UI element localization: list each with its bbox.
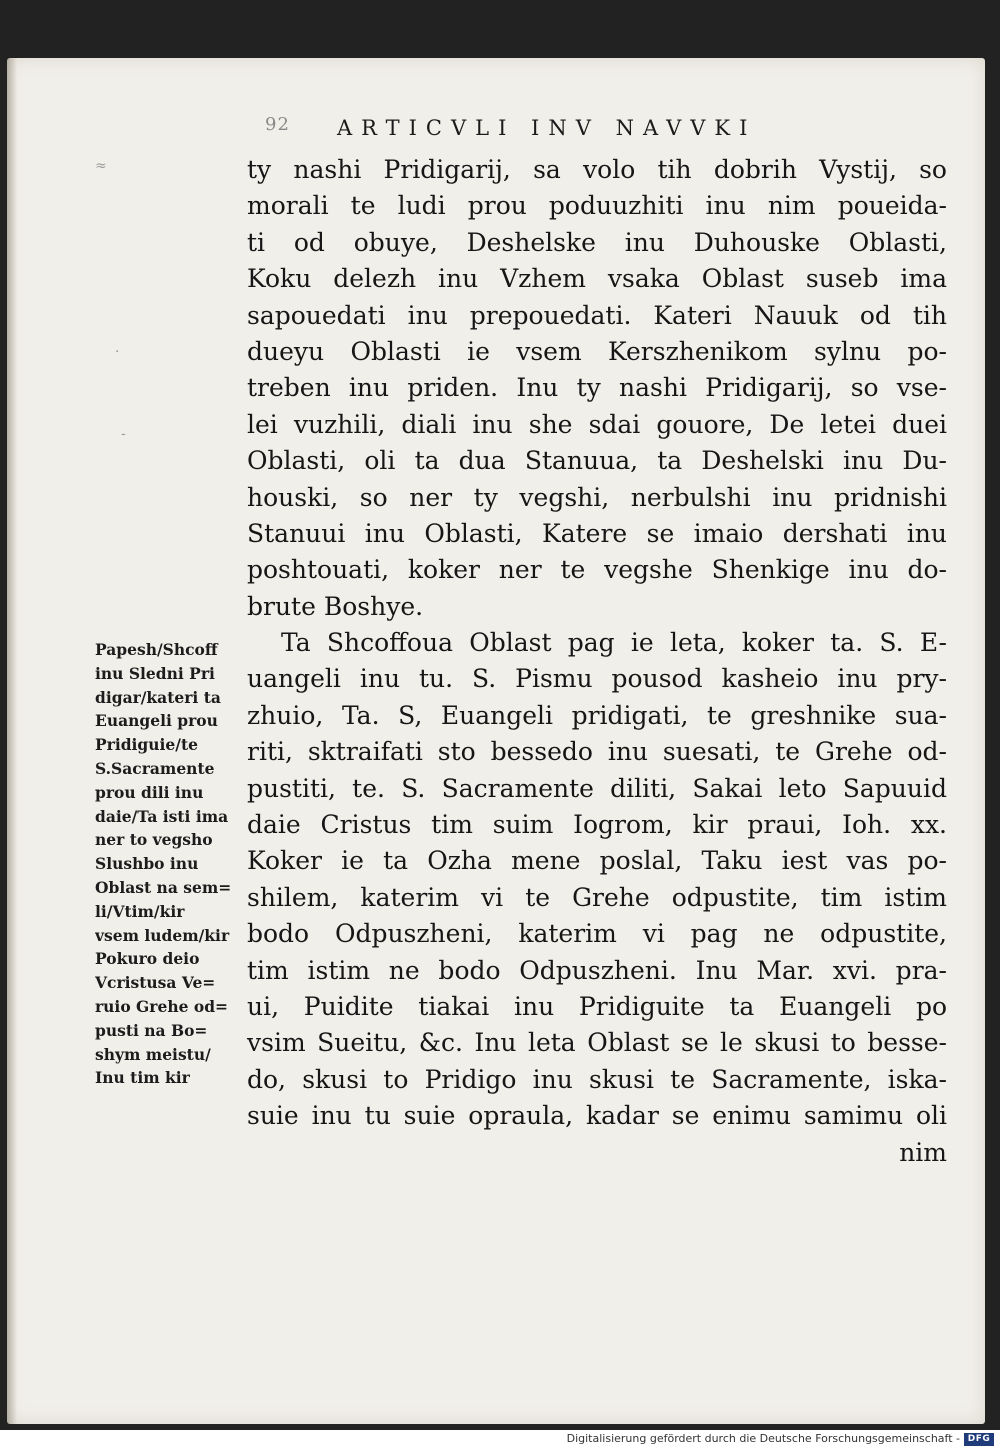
margin-note-line: ruio Grehe od=	[95, 996, 229, 1016]
text-line: pustiti, te. S. Sacramente diliti, Sakai leto Sapuuid	[247, 773, 947, 803]
funding-credit: Digitalisierung gefördert durch die Deutsche Forschungsgemeinschaft -	[566, 1432, 960, 1445]
margin-note-line: Vcristusa Ve=	[95, 973, 216, 993]
text-line: ti od obuye, Deshelske inu Duhouske Oblasti,	[247, 227, 947, 257]
margin-note-line: digar/kateri ta	[95, 687, 221, 707]
margin-note	[95, 638, 263, 1090]
margin-note-line: Pridiguie/te	[95, 735, 198, 755]
bleed-through-mark: -	[121, 426, 126, 442]
margin-note-line: li/Vtim/kir	[95, 901, 185, 921]
margin-note-line: daie/Ta isti ima	[95, 806, 229, 826]
page-number: 92	[265, 114, 290, 135]
text-line: Koker ie ta Ozha mene poslal, Taku iest vas po-	[247, 846, 947, 876]
margin-note-line: Oblast na sem=	[95, 877, 232, 897]
margin-note-line: ner to vegsho	[95, 830, 213, 850]
dfg-logo: DFG	[964, 1433, 994, 1446]
main-text-block	[247, 152, 947, 1171]
text-line: Oblasti, oli ta dua Stanuua, ta Deshelski inu Du-	[247, 446, 947, 476]
margin-note-line: Slushbo inu	[95, 854, 199, 874]
book-page	[7, 58, 985, 1424]
text-line: Koku delezh inu Vzhem vsaka Oblast suseb ima	[247, 264, 947, 294]
margin-note-line: Inu tim kir	[95, 1068, 190, 1088]
text-line: zhuio, Ta. S, Euangeli pridigati, te greshnike sua-	[247, 700, 947, 730]
text-line: poshtouati, koker ner te vegshe Shenkige inu do-	[247, 555, 947, 585]
text-line: daie Cristus tim suim Iogrom, kir praui, Ioh. xx.	[247, 810, 947, 840]
bleed-through-mark: ≈	[95, 158, 107, 174]
text-line: brute Boshye.	[247, 591, 424, 621]
margin-note-line: prou dili inu	[95, 782, 204, 802]
text-line: suie inu tu suie opraula, kadar se enimu samimu oli	[247, 1101, 947, 1131]
text-line: riti, sktraifati sto bessedo inu suesati, te Grehe od-	[247, 737, 947, 767]
text-line: ui, Puidite tiakai inu Pridiguite ta Euangeli po	[247, 991, 947, 1021]
text-line: dueyu Oblasti ie vsem Kerszhenikom sylnu po-	[247, 336, 947, 366]
text-line: ty nashi Pridigarij, sa volo tih dobrih Vystij, so	[247, 155, 947, 184]
text-line: bodo Odpuszheni, katerim vi pag ne odpustite,	[247, 919, 947, 949]
text-line: houski, so ner ty vegshi, nerbulshi inu pridnishi	[247, 482, 947, 512]
text-line: lei vuzhili, diali inu she sdai gouore, De letei duei	[247, 409, 947, 439]
bleed-through-mark: ·	[115, 344, 120, 360]
text-line: tim istim ne bodo Odpuszheni. Inu Mar. xvi. pra-	[247, 955, 947, 985]
text-line: sapouedati inu prepouedati. Kateri Nauuk od tih	[247, 300, 947, 330]
text-line-paragraph-start: Ta Shcoffoua Oblast pag ie leta, koker ta. S. E-	[281, 628, 947, 658]
margin-note-line: shym meistu/	[95, 1044, 211, 1064]
text-line: uangeli inu tu. S. Pismu pousod kasheio inu pry-	[247, 664, 947, 694]
text-line: shilem, katerim vi te Grehe odpustite, tim istim	[247, 882, 947, 912]
margin-note-line: Papesh/Shcoff	[95, 640, 218, 659]
margin-note-line: Euangeli prou	[95, 711, 218, 731]
margin-note-line: inu Sledni Pri	[95, 663, 215, 683]
running-head: ARTICVLI INV NAVVKI	[337, 116, 757, 140]
catchword: nim	[899, 1137, 947, 1167]
footer-bar	[0, 1430, 1000, 1450]
text-line: vsim Sueitu, &c. Inu leta Oblast se le skusi to besse-	[247, 1028, 947, 1058]
text-line: do, skusi to Pridigo inu skusi te Sacramente, iska-	[247, 1064, 947, 1094]
margin-note-line: pusti na Bo=	[95, 1020, 208, 1040]
margin-note-line: vsem ludem/kir	[95, 925, 230, 945]
text-line: treben inu priden. Inu ty nashi Pridigarij, so vse-	[247, 373, 947, 403]
text-line: morali te ludi prou poduuzhiti inu nim poueida-	[247, 191, 947, 221]
margin-note-line: S.Sacramente	[95, 758, 215, 778]
text-line: Stanuui inu Oblasti, Katere se imaio dershati inu	[247, 518, 947, 548]
margin-note-line: Pokuro deio	[95, 949, 200, 969]
